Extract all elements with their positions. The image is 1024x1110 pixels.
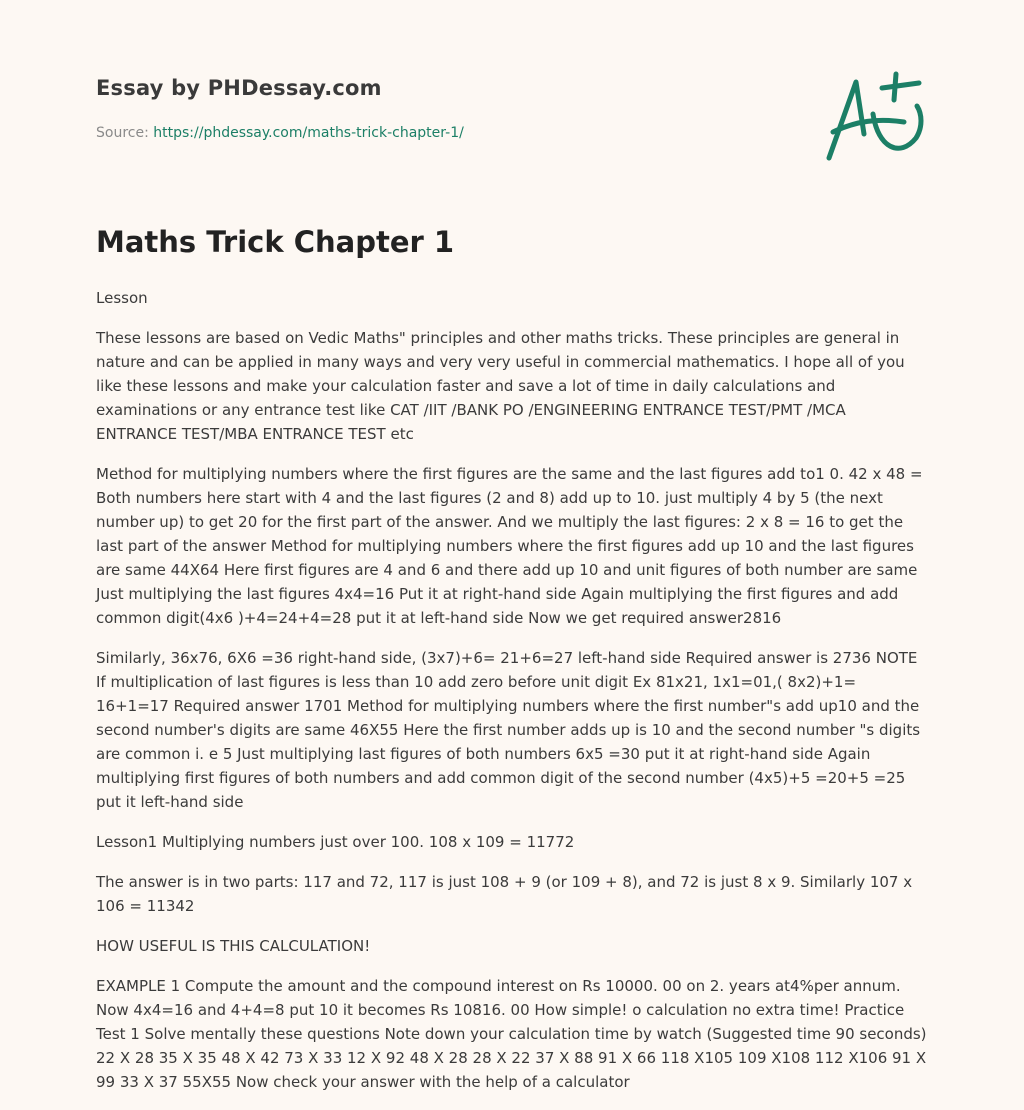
paragraph-intro: These lessons are based on Vedic Maths" principles and other maths tricks. These principles are general in nature and can be applied in many ways and very very useful in commercial mathematics. I hope all of you like these lessons and make your calculation faster and save a lot of time in daily calculations and examinations or any entrance test like CAT /IIT /BANK PO /ENGINEERING ENTRANCE TEST/PMT /MCA ENTRANCE TEST/MBA ENTRANCE TEST etc [96,329,905,443]
paragraph-lesson1: Lesson1 Multiplying numbers just over 100. 108 x 109 = 11772 [96,833,575,851]
paragraph-example-1: EXAMPLE 1 Compute the amount and the compound interest on Rs 10000. 00 on 2. years at4%per annum. Now 4x4=16 and 4+4=8 put 10 it becomes Rs 10816. 00 How simple! o calculation no extra time! Practice Test 1 Solve mentally these questions Note down your calculation time by watch (Suggested time 90 seconds) 22 X 28 35 X 35 48 X 42 73 X 33 12 X 92 48 X 28 28 X 22 37 X 88 91 X 66 118 X105 109 X108 112 X106 91 X 99 33 X 37 55X55 Now check your answer with the help of a calculator [96,977,927,1091]
source-link[interactable]: https://phdessay.com/maths-trick-chapter-1/ [153,125,464,141]
paragraph-method-2: Similarly, 36x76, 6X6 =36 right-hand side, (3x7)+6= 21+6=27 left-hand side Required answer is 2736 NOTE If multiplication of last figures is less than 10 add zero before unit digit Ex 81x21, 1x1=01,( 8x2)+1= 16+1=17 Required answer 1701 Method for multiplying numbers where the first number"s add up10 and the second number's digits are same 46X55 Here the first number adds up is 10 and the second number "s digits are common i. e 5 Just multiplying last figures of both numbers 6x5 =30 put it at right-hand side Again multiplying first figures of both numbers and add common digit of the second number (4x5)+5 =20+5 =25 put it left-hand side [96,649,921,811]
source-label: Source: [96,125,154,141]
paragraph-usefulness-heading: HOW USEFUL IS THIS CALCULATION! [96,937,371,955]
paragraph-method-1: Method for multiplying numbers where the first figures are the same and the last figures add to1 0. 42 x 48 = Both numbers here start with 4 and the last figures (2 and 8) add up to 10. just multiply 4 by 5 (the next number up) to get 20 for the first part of the answer. And we multiply the last figures: 2 x 8 = 16 to get the last part of the answer Method for multiplying numbers where the first figures add up 10 and the last figures are same 44X64 Here first figures are 4 and 6 and there add up 10 and unit figures of both number are same Just multiplying the last figures 4x4=16 Put it at right-hand side Again multiplying the first figures and add common digit(4x6 )+4=24+4=28 put it at left-hand side Now we get required answer2816 [96,465,923,627]
site-brand: Essay by PHDessay.com [96,76,382,100]
a-plus-grade-logo-icon [820,66,930,166]
paragraph-answer-parts: The answer is in two parts: 117 and 72, 117 is just 108 + 9 (or 109 + 8), and 72 is just 8 x 9. Similarly 107 x 106 = 11342 [96,873,913,915]
essay-body [96,286,928,1110]
essay-title: Maths Trick Chapter 1 [96,225,455,259]
paragraph-lesson-label: Lesson [96,289,148,307]
source-line [96,125,464,141]
